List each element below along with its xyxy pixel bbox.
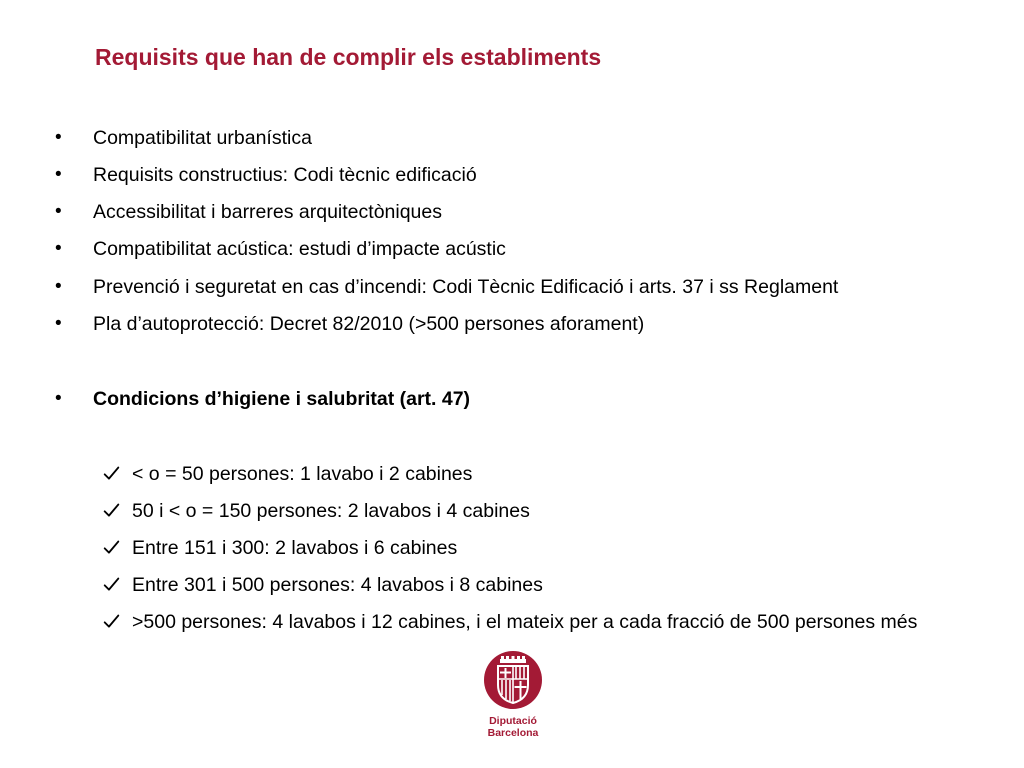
list-item-text: Accessibilitat i barreres arquitectòniques [93,201,443,223]
bullet-marker: • [55,276,62,297]
list-item-text: Prevenció i seguretat en cas d’incendi: Codi Tècnic Edificació i arts. 37 i ss Reglament [93,276,839,298]
checkmark-icon [103,465,120,482]
checkmark-icon [103,502,120,519]
checkmark-icon [103,613,120,630]
list-item [0,199,1000,227]
diputacio-barcelona-logo [476,649,550,741]
checklist-item-text: Entre 301 i 500 persones: 4 lavabos i 8 cabines [132,574,543,596]
slide-title: Requisits que han de complir els establiments [95,44,602,70]
list-item-text: Pla d’autoprotecció: Decret 82/2010 (>500 persones aforament) [93,313,645,335]
list-item [0,274,1000,302]
checklist-item-text: < o = 50 persones: 1 lavabo i 2 cabines [132,463,473,485]
bullet-marker: • [55,313,62,334]
bullet-marker: • [55,127,62,148]
hygiene-heading: Condicions d’higiene i salubritat (art. 47) [93,388,471,410]
logo-line-1: Diputació [489,715,537,727]
list-item-text: Compatibilitat urbanística [93,127,312,149]
checkmark-icon [103,539,120,556]
list-item-text: Compatibilitat acústica: estudi d’impacte acústic [93,238,506,260]
hygiene-heading-item [0,386,1000,414]
list-item [0,162,1000,190]
checklist-item-text: >500 persones: 4 lavabos i 12 cabines, i el mateix per a cada fracció de 500 persones més [132,611,918,633]
list-item [0,236,1000,264]
list-item [0,311,1000,339]
bullet-marker: • [55,388,62,409]
checklist-item-text: 50 i < o = 150 persones: 2 lavabos i 4 cabines [132,500,530,522]
list-item-text: Requisits constructius: Codi tècnic edificació [93,164,477,186]
bullet-marker: • [55,201,62,222]
bullet-marker: • [55,164,62,185]
list-item [0,125,1000,153]
coat-of-arms-icon [476,649,550,711]
checkmark-icon [103,576,120,593]
bullet-marker: • [55,238,62,259]
checklist-item-text: Entre 151 i 300: 2 lavabos i 6 cabines [132,537,458,559]
logo-line-2: Barcelona [487,727,539,739]
